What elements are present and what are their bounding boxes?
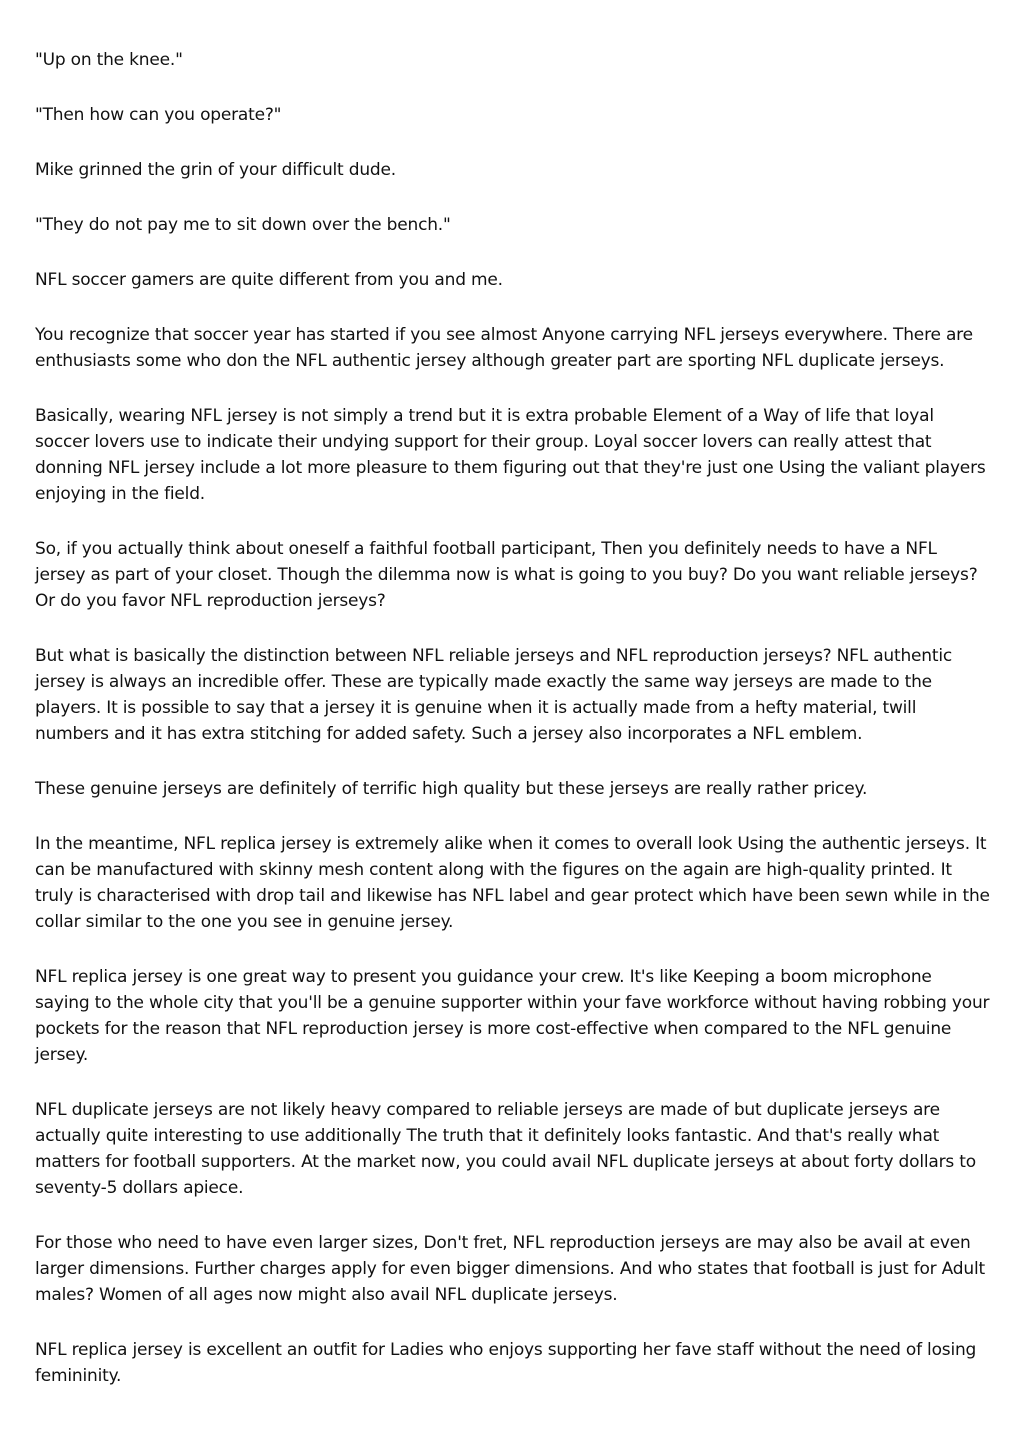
document-body [35, 47, 990, 1418]
paragraph-14: For those who need to have even larger sizes, Don't fret, NFL reproduction jerseys are may also be avail at even larger dimensions. Further charges apply for even bigger dimensions. And who states that football is just for Adult males? Women of all ages now might also avail NFL duplicate jerseys. [35, 1233, 985, 1305]
paragraph-10: These genuine jerseys are definitely of terrific high quality but these jerseys are really rather pricey. [35, 779, 868, 799]
paragraph-9: But what is basically the distinction between NFL reliable jerseys and NFL reproduction jerseys? NFL authentic jersey is always an incredible offer. These are typically made exactly the same way jerseys are made to the players. It is possible to say that a jersey it is genuine when it is actually made from a hefty material, twill numbers and it has extra stitching for added safety. Such a jersey also incorporates a NFL emblem. [35, 646, 953, 744]
paragraph-13: NFL duplicate jerseys are not likely heavy compared to reliable jerseys are made of but duplicate jerseys are actually quite interesting to use additionally The truth that it definitely looks fantastic. And that's really what matters for football supporters. At the market now, you could avail NFL duplicate jerseys at about forty dollars to seventy-5 dollars apiece. [35, 1100, 976, 1198]
paragraph-15: NFL replica jersey is excellent an outfit for Ladies who enjoys supporting her fave staff without the need of losing femininity. [35, 1340, 977, 1386]
paragraph-11: In the meantime, NFL replica jersey is extremely alike when it comes to overall look Using the authentic jerseys. It can be manufactured with skinny mesh content along with the figures on the again are high-quality printed. It truly is characterised with drop tail and likewise has NFL label and gear protect which have been sewn while in the collar similar to the one you see in genuine jersey. [35, 834, 990, 932]
paragraph-8: So, if you actually think about oneself a faithful football participant, Then you definitely needs to have a NFL jersey as part of your closet. Though the dilemma now is what is going to you buy? Do you want reliable jerseys? Or do you favor NFL reproduction jerseys? [35, 539, 978, 611]
paragraph-6: You recognize that soccer year has started if you see almost Anyone carrying NFL jerseys everywhere. There are enthusiasts some who don the NFL authentic jersey although greater part are sporting NFL duplicate jerseys. [35, 325, 973, 371]
paragraph-7: Basically, wearing NFL jersey is not simply a trend but it is extra probable Element of a Way of life that loyal soccer lovers use to indicate their undying support for their group. Loyal soccer lovers can really attest that donning NFL jersey include a lot more pleasure to them figuring out that they're just one Using the valiant players enjoying in the field. [35, 406, 986, 504]
paragraph-4: "They do not pay me to sit down over the bench." [35, 215, 451, 235]
paragraph-1: "Up on the knee." [35, 50, 183, 70]
paragraph-3: Mike grinned the grin of your difficult dude. [35, 160, 396, 180]
paragraph-2: "Then how can you operate?" [35, 105, 282, 125]
paragraph-5: NFL soccer gamers are quite different from you and me. [35, 270, 503, 290]
paragraph-12: NFL replica jersey is one great way to present you guidance your crew. It's like Keeping a boom microphone saying to the whole city that you'll be a genuine supporter within your fave workforce without having robbing your pockets for the reason that NFL reproduction jersey is more cost-effective when compared to the NFL genuine jersey. [35, 967, 990, 1065]
